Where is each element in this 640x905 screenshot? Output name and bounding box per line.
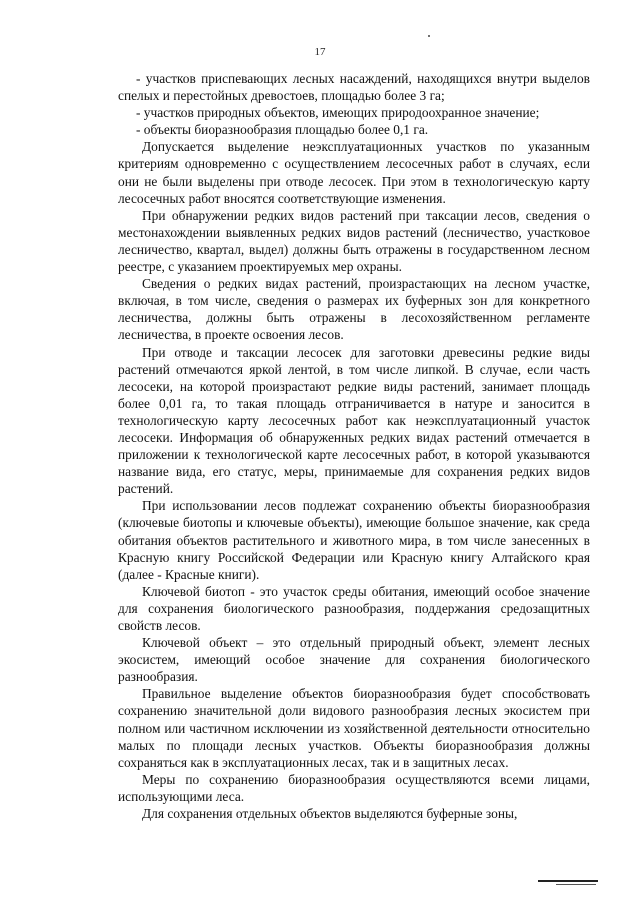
list-item-biodiversity-objects: - объекты биоразнообразия площадью более 0,1 га. (136, 122, 429, 138)
paragraph-key-biotope: Ключевой биотоп - это участок среды обитания, имеющий особое значение для сохранения биологического разнообразия, поддержания средозащитных свойств лесов. (118, 583, 590, 633)
paragraph-buffer-zones: Для сохранения отдельных объектов выделяются буферные зоны, (142, 806, 518, 822)
footer-rule-secondary (556, 884, 596, 885)
document-body (118, 70, 590, 822)
paragraph-cutting-area-marking: При отводе и таксации лесосек для заготовки древесины редкие виды растений отмечаются яркой лентой, в том числе липкой. В случае, если часть лесосеки, на которой произрастают редкие виды растений, занимает площадь более 0,01 га, то такая площадь отграничивается в натуре и заносится в технологическую карту лесосечных работ как неэксплуатационный участок лесосеки. Информация об обнаруженных редких видах растений отмечается в приложении к технологической карте лесосечных работ, в которой указываются название вида, его статус, меры, принимаемые для сохранения редких видов растений. (118, 344, 590, 497)
paragraph-measures: Меры по сохранению биоразнообразия осуществляются всеми лицами, использующими леса. (118, 771, 590, 804)
paragraph-key-object: Ключевой объект – это отдельный природный объект, элемент лесных экосистем, имеющий особое значение для сохранения биологического разнообразия. (118, 635, 590, 685)
scan-speck (428, 35, 430, 37)
paragraph-rare-species-inventory: При обнаружении редких видов растений при таксации лесов, сведения о местонахождении выявленных редких видов растений (лесничество, участковое лесничество, квартал, выдел) должны быть отражены в государственном лесном реестре, с указанием проектируемых мер охраны. (118, 207, 590, 275)
paragraph-non-operational-areas: Допускается выделение неэксплуатационных участков по указанным критериям одновременно с осуществлением лесосечных работ в случаях, если они не были выделены при отводе лесосек. При этом в технологическую карту лесосечных работ вносятся соответствующие изменения. (118, 139, 590, 206)
paragraph-rare-species-regulations: Сведения о редких видах растений, произрастающих на лесном участке, включая, в том числе, сведения о размерах их буферных зон для конкретного лесничества, должны быть отражены в лесохозяйственном регламенте лесничества, в проекте освоения лесов. (118, 276, 590, 343)
list-item-maturing-stands: - участков приспевающих лесных насаждений, находящихся внутри выделов спелых и перестойных древостоев, площадью более 3 га; (118, 71, 590, 104)
list-item-natural-objects: - участков природных объектов, имеющих природоохранное значение; (136, 105, 540, 121)
paragraph-biodiversity-preservation: При использовании лесов подлежат сохранению объекты биоразнообразия (ключевые биотопы и ключевые объекты), имеющие большое значение, как среда обитания объектов растительного и животного мира, в том числе занесенных в Красную книгу Российской Федерации или Красную книгу Алтайского края (далее - Красные книги). (118, 498, 590, 582)
paragraph-correct-selection: Правильное выделение объектов биоразнообразия будет способствовать сохранению значительной доли видового разнообразия лесных экосистем при полном или частичном исключении из хозяйственной деятельности относительно малых по площади лесных участков. Объекты биоразнообразия должны сохраняться как в эксплуатационных лесах, так и в защитных лесах. (118, 686, 590, 770)
footer-rule (538, 880, 598, 882)
page-number: 17 (314, 46, 326, 58)
